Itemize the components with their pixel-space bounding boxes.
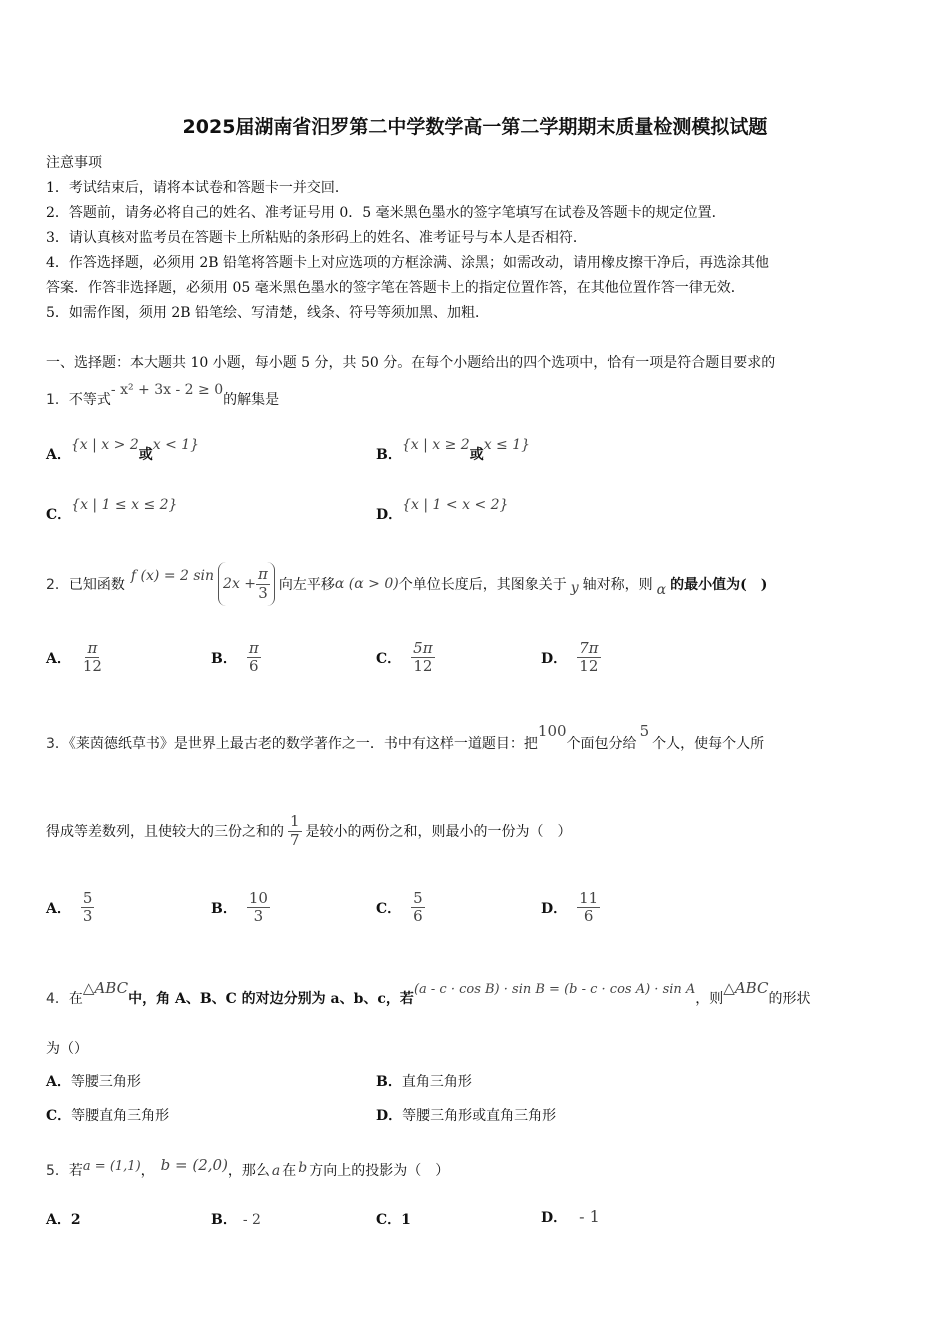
option-text: 直角三角形 [401,1074,472,1090]
option-label: B． [211,1212,237,1228]
math-expression: - x² + 3x - 2 ≥ 0 [110,382,224,398]
math-symbol-b: b [298,1160,308,1176]
question-text: ， [140,1163,155,1179]
fraction-numerator: π [258,565,268,584]
option-fraction [411,640,434,676]
section-heading: 一、选择题：本大题共 10 小题，每小题 5 分，共 50 分。在每个小题给出的四个选项中，恰有一项是符合题目要求的 [46,355,776,371]
option-a[interactable] [46,890,94,926]
question-4 [46,979,811,1008]
math-triangle: △ABC [82,979,129,997]
question-text: ，则 [695,991,724,1007]
option-b[interactable] [376,1071,472,1091]
option-b[interactable] [211,890,270,926]
page-title: 2025届湖南省汨罗第二中学数学高一第二学期期末质量检测模拟试题 [182,116,768,138]
question-text: 个人，使每个人所 [652,736,765,752]
math-argument: 2x + [223,576,257,592]
option-label: A． [46,900,71,917]
option-d[interactable] [541,640,601,676]
option-text: 等腰三角形 [70,1074,141,1090]
question-text: 个面包分给 [566,736,637,752]
option-b[interactable] [376,437,531,464]
option-fraction [247,640,261,676]
fraction-numerator: 5 [413,889,423,907]
question-text: 向左平移 [278,577,335,593]
notice-item: 2．答题前，请务必将自己的姓名、准考证号用 0．5 毫米黑色墨水的签字笔填写在试卷及答题卡的规定位置． [46,205,726,221]
option-label: A． [46,447,71,463]
math-number: 5 [639,722,650,740]
fraction-denominator: 6 [249,657,259,676]
math-vector-a: a = (1,1) [82,1159,141,1174]
question-text: 的形状 [768,991,811,1007]
option-math: {x | 1 < x < 2} [402,497,509,513]
option-fraction [577,640,600,676]
fraction-numerator: 5π [413,639,433,657]
option-b[interactable] [211,640,261,676]
fraction-numerator: π [248,639,259,657]
option-c[interactable] [376,640,435,676]
fraction-numerator: 1 [290,812,300,831]
math-fraction [256,566,270,602]
option-fraction [577,890,600,926]
fraction-numerator: 5 [82,889,93,907]
question-3 [46,722,765,753]
math-parenthesis [218,562,275,606]
option-label: C． [46,507,72,523]
option-d[interactable] [376,1105,556,1125]
question-text: 的解集是 [223,392,280,408]
option-label: B． [211,650,237,667]
question-text: 得成等差数列，且使较大的三份之和的 [46,824,284,840]
option-text: 等腰直角三角形 [71,1108,170,1124]
question-1 [46,382,280,409]
notice-heading: 注意事项 [46,155,102,171]
option-math: x ≤ 1} [483,437,531,453]
fraction-denominator: 6 [583,907,594,926]
math-fraction [288,813,302,849]
question-text: 已知函数 [68,577,125,593]
question-3-line-2 [46,806,572,856]
question-number: 1． [46,392,69,408]
option-label: B． [376,1074,402,1090]
fraction-denominator: 6 [413,907,423,926]
option-label: A． [46,1212,71,1228]
notice-item: 1．考试结束后，请将本试卷和答题卡一并交回． [46,180,349,196]
option-d[interactable] [541,890,600,926]
question-text: 中，角 A、B、C 的对边分别为 a、b、c，若 [128,991,414,1007]
question-text: 方向上的投影为（ ） [309,1163,450,1179]
option-a[interactable] [46,437,200,464]
option-label: D． [541,900,568,917]
option-text: - 2 [242,1212,261,1228]
fraction-numerator: 11 [579,889,599,907]
option-text: 等腰三角形或直角三角形 [402,1108,557,1124]
option-d[interactable] [376,497,509,524]
option-fraction [81,640,104,676]
math-function: f (x) = 2 sin [130,568,215,584]
notice-item: 答案．作答非选择题，必须用 05 毫米黑色墨水的签字笔在答题卡上的指定位置作答，在其他位置作答一律无效． [46,280,745,296]
option-text: - 1 [579,1207,600,1226]
question-number: 5． [46,1163,69,1179]
option-label: D． [541,650,568,667]
fraction-numerator: π [87,639,98,657]
option-label: B． [376,447,402,463]
math-expression: (a - c · cos B) · sin B = (b - c · cos A) · sin A [413,982,696,997]
option-d[interactable] [541,1207,600,1227]
option-c[interactable] [376,1209,411,1229]
fraction-denominator: 7 [290,830,300,849]
option-math: {x | x > 2 [70,437,139,453]
option-c[interactable] [46,1105,169,1125]
question-text: ，那么 [227,1163,270,1179]
question-number: 2． [46,577,69,593]
option-label: A． [46,650,71,667]
option-math: x < 1} [152,437,200,453]
question-4-line-2: 为（） [46,1041,88,1057]
question-number: 3． [46,736,69,752]
question-text: 在 [282,1163,297,1179]
option-text: 2 [70,1212,81,1228]
fraction-numerator: 7π [579,639,599,657]
question-text: 的最小值为( ) [670,577,768,593]
notice-item: 3．请认真核对监考员在答题卡上所粘贴的条形码上的姓名、准考证号与本人是否相符． [46,230,587,246]
option-connector: 或 [138,447,153,463]
option-label: C． [376,900,402,917]
fraction-denominator: 12 [82,657,102,676]
fraction-denominator: 3 [82,907,93,926]
option-label: C． [46,1108,72,1124]
option-fraction [411,890,425,926]
option-label: A． [46,1074,71,1090]
option-a[interactable] [46,1071,141,1091]
math-number: 100 [537,722,567,740]
fraction-denominator: 3 [258,583,268,602]
question-text: 个单位长度后，其图象关于 [398,577,567,593]
option-math: {x | 1 ≤ x ≤ 2} [71,497,178,513]
option-label: D． [376,507,403,523]
option-label: C． [376,1212,402,1228]
option-label: B． [211,900,237,917]
fraction-denominator: 3 [253,907,264,926]
question-number: 4． [46,991,69,1007]
question-text: 是较小的两份之和，则最小的一份为（ ） [305,824,572,840]
math-triangle: △ABC [723,979,769,997]
question-text: 《莱茵德纸草书》是世界上最古老的数学著作之一．书中有这样一道题目：把 [68,736,538,752]
fraction-numerator: 10 [248,889,268,907]
math-shift: α (α > 0) [334,576,399,592]
question-2 [46,558,767,610]
fraction-denominator: 12 [579,657,599,676]
question-5 [46,1156,450,1180]
option-connector: 或 [469,447,484,463]
option-c[interactable] [46,497,178,524]
question-text: 不等式 [68,392,111,408]
question-text: 轴对称，则 [582,577,653,593]
math-alpha: α [656,582,667,598]
question-text: 若 [68,1163,83,1179]
option-math: {x | x ≥ 2 [401,437,470,453]
math-vector-b: b = (2,0) [160,1156,228,1174]
math-axis: y [570,580,579,596]
option-a[interactable] [46,1209,81,1229]
question-text: 在 [68,991,83,1007]
option-text: 1 [401,1212,411,1228]
notice-item: 4．作答选择题，必须用 2B 铅笔将答题卡上对应选项的方框涂满、涂黑；如需改动，请用橡皮擦干净后，再选涂其他 [46,255,769,271]
fraction-denominator: 12 [413,657,433,676]
notice-item: 5．如需作图，须用 2B 铅笔绘、写清楚，线条、符号等须加黑、加粗． [46,305,490,321]
option-label: D． [376,1108,403,1124]
option-fraction [81,890,95,926]
option-b[interactable] [211,1209,261,1229]
math-symbol-a: a [271,1163,281,1179]
option-a[interactable] [46,640,104,676]
option-fraction [247,890,270,926]
option-label: C． [376,650,402,667]
option-label: D． [541,1210,568,1226]
option-c[interactable] [376,890,425,926]
